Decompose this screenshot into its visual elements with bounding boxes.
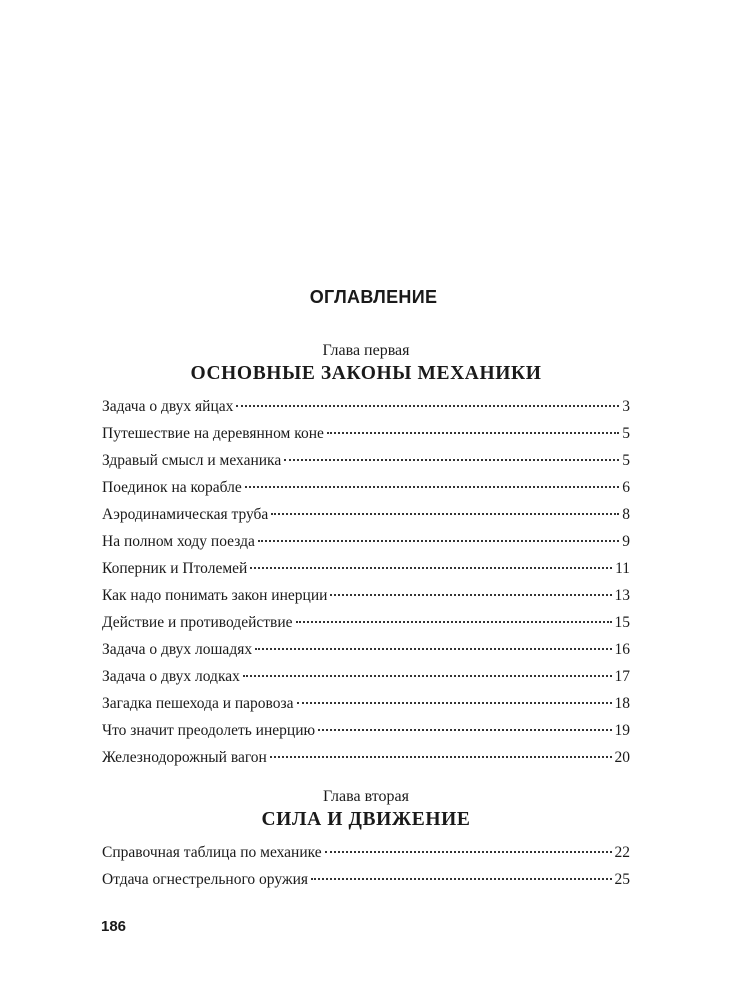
- chapter-title: ОСНОВНЫЕ ЗАКОНЫ МЕХАНИКИ: [190, 363, 542, 384]
- toc-entry-title: Здравый смысл и механика: [102, 452, 282, 469]
- toc-entry: [102, 839, 630, 866]
- toc-entry-title: Поединок на корабле: [102, 479, 242, 496]
- toc-entry: [102, 866, 630, 893]
- toc-entry-title: Отдача огнестрельного оружия: [102, 871, 309, 888]
- toc-entry: [102, 582, 630, 609]
- toc-entry-title: Задача о двух лодках: [102, 668, 240, 685]
- chapter-1: [102, 341, 630, 771]
- toc-entry-page: 13: [614, 587, 630, 604]
- toc-entry-title: Справочная таблица по механике: [102, 844, 322, 861]
- toc-entry: [102, 636, 630, 663]
- toc-entry-title: Задача о двух лошадях: [102, 641, 253, 658]
- dot-leader: [327, 432, 619, 434]
- toc-entry: [102, 663, 630, 690]
- toc-entry-page: 19: [614, 722, 630, 739]
- toc-entry-page: 3: [622, 398, 630, 415]
- toc-entry: [102, 474, 630, 501]
- dot-leader: [284, 459, 619, 461]
- toc-entry: [102, 744, 630, 771]
- toc-entry-title: Действие и противодействие: [102, 614, 293, 631]
- toc-entry: [102, 501, 630, 528]
- toc-entry-page: 15: [614, 614, 630, 631]
- chapter-label: Глава первая: [322, 342, 410, 359]
- toc-entry: [102, 393, 630, 420]
- toc-entry-page: 6: [622, 479, 630, 496]
- dot-leader: [318, 729, 611, 731]
- toc-entry: [102, 528, 630, 555]
- toc-entry-page: 18: [614, 695, 630, 712]
- toc-entry: [102, 717, 630, 744]
- dot-leader: [245, 486, 619, 488]
- chapter-2: [102, 787, 630, 893]
- chapter-label: Глава вторая: [323, 788, 409, 805]
- toc-entry-title: Коперник и Птолемей: [102, 560, 248, 577]
- page-number: 186: [101, 918, 127, 935]
- toc-entry-page: 20: [614, 749, 630, 766]
- dot-leader: [270, 756, 612, 758]
- toc-entry-title: Аэродинамическая труба: [102, 506, 269, 523]
- toc-entry: [102, 555, 630, 582]
- dot-leader: [311, 878, 611, 880]
- dot-leader: [271, 513, 619, 515]
- toc-entry-title: Путешествие на деревянном коне: [102, 425, 324, 442]
- toc-entry-title: Что значит преодолеть инерцию: [102, 722, 316, 739]
- dot-leader: [297, 702, 612, 704]
- toc-entry-page: 25: [614, 871, 630, 888]
- toc-entry: [102, 447, 630, 474]
- toc-entry-title: Железнодорожный вагон: [102, 749, 267, 766]
- dot-leader: [250, 567, 612, 569]
- toc-entry: [102, 609, 630, 636]
- dot-leader: [243, 675, 612, 677]
- dot-leader: [258, 540, 619, 542]
- chapter-entries: [102, 393, 630, 771]
- toc-entry-page: 11: [615, 560, 630, 577]
- toc-entry-title: Задача о двух яйцах: [102, 398, 234, 415]
- toc-entry-page: 5: [622, 452, 630, 469]
- toc-entry-page: 16: [614, 641, 630, 658]
- dot-leader: [296, 621, 612, 623]
- toc-heading: ОГЛАВЛЕНИЕ: [309, 287, 438, 307]
- toc-entry-title: На полном ходу поезда: [102, 533, 255, 550]
- dot-leader: [255, 648, 611, 650]
- toc-entry-page: 5: [622, 425, 630, 442]
- toc-entry-page: 17: [614, 668, 630, 685]
- toc-entry-page: 9: [622, 533, 630, 550]
- toc-entry-page: 22: [614, 844, 630, 861]
- toc-entry-title: Загадка пешехода и паровоза: [102, 695, 294, 712]
- dot-leader: [236, 405, 619, 407]
- toc-entry-title: Как надо понимать закон инерции: [102, 587, 328, 604]
- dot-leader: [325, 851, 612, 853]
- toc-entry-page: 8: [622, 506, 630, 523]
- chapter-entries: [102, 839, 630, 893]
- toc-entry: [102, 690, 630, 717]
- chapter-title: СИЛА И ДВИЖЕНИЕ: [261, 809, 471, 830]
- toc-entry: [102, 420, 630, 447]
- dot-leader: [330, 594, 611, 596]
